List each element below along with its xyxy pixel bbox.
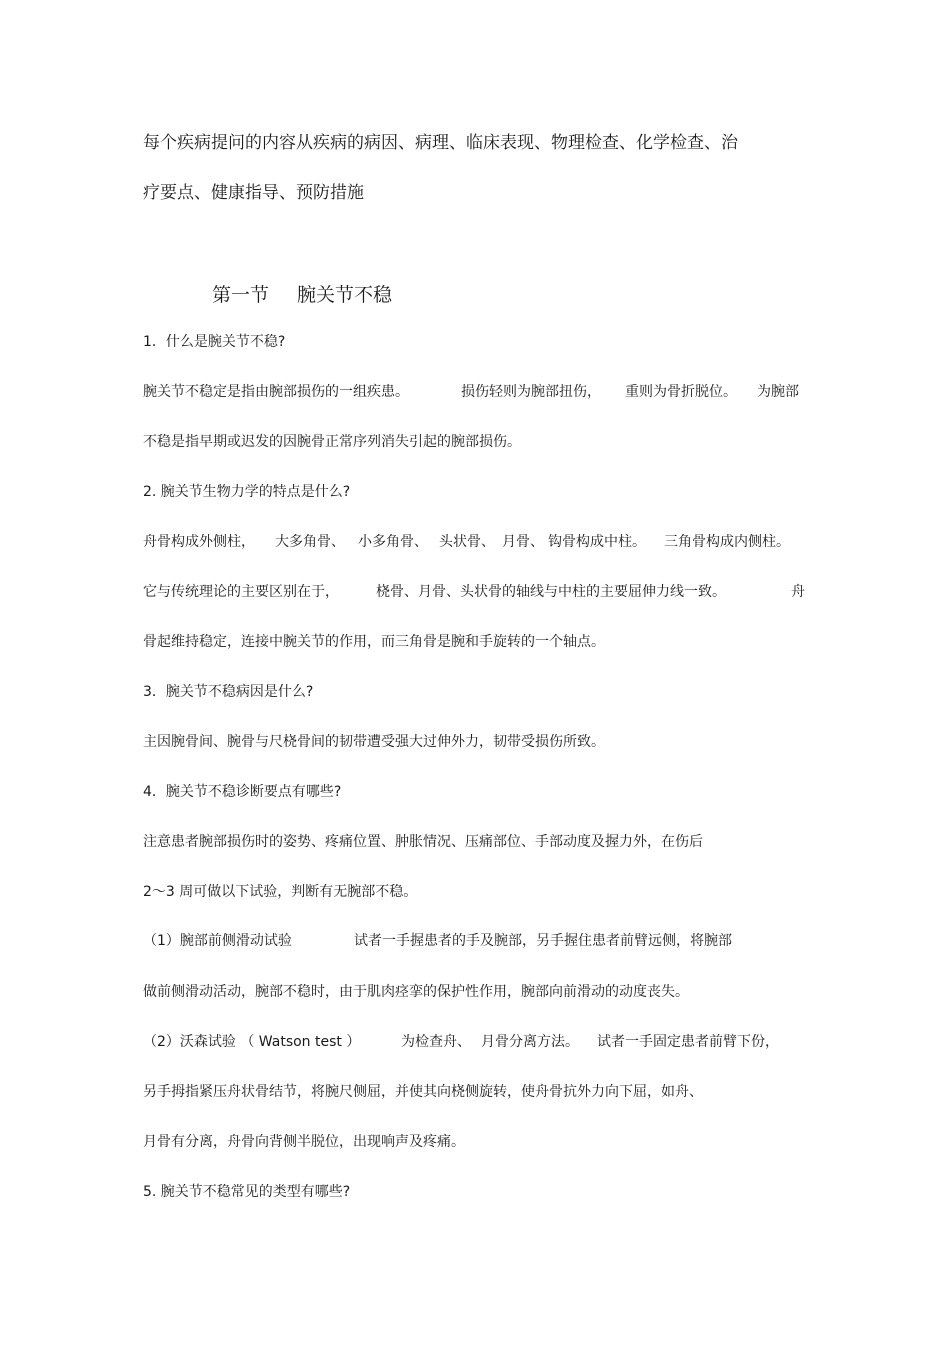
test-2-line-1 (143, 1032, 813, 1052)
test-2-line-2: 另手拇指紧压舟状骨结节，将腕尺侧屈，并使其向桡侧旋转，使舟骨抗外力向下屈，如舟、 (143, 1084, 703, 1100)
answer-2-segment: 三角骨构成内侧柱。 (664, 534, 790, 550)
answer-4-line-2: 2～3 周可做以下试验，判断有无腕部不稳。 (143, 884, 418, 900)
test-2-name: （2）沃森试验 （ Watson test ） (143, 1034, 361, 1050)
answer-2-segment: 小多角骨、 (358, 534, 428, 550)
answer-1-segment: 为腕部 (757, 384, 799, 400)
test-2-segment: 为检查舟、 (401, 1034, 471, 1050)
test-1-description: 试者一手握患者的手及腕部，另手握住患者前臂远侧，将腕部 (354, 933, 732, 949)
intro-line-2: 疗要点、健康指导、预防措施 (143, 183, 364, 203)
section-heading (212, 282, 392, 308)
question-5: 5. 腕关节不稳常见的类型有哪些? (143, 1184, 351, 1200)
section-title: 腕关节不稳 (297, 284, 393, 306)
test-1-line-2: 做前侧滑动活动，腕部不稳时，由于肌肉痉挛的保护性作用，腕部向前滑动的动度丧失。 (143, 984, 689, 1000)
answer-2-segment: 舟骨构成外侧柱， (143, 534, 255, 550)
intro-line-1: 每个疾病提问的内容从疾病的病因、病理、临床表现、物理检查、化学检查、治 (143, 133, 738, 153)
answer-2-segment: 大多角骨、 (275, 534, 345, 550)
answer-3-line-1: 主因腕骨间、腕骨与尺桡骨间的韧带遭受强大过伸外力，韧带受损伤所致。 (143, 734, 605, 750)
answer-2-segment: 它与传统理论的主要区别在于， (143, 584, 339, 600)
question-1: 1．什么是腕关节不稳? (143, 334, 286, 350)
answer-1-segment: 重则为骨折脱位。 (625, 384, 737, 400)
answer-1-line-1 (143, 382, 813, 402)
section-number: 第一节 (212, 284, 270, 306)
question-4: 4．腕关节不稳诊断要点有哪些? (143, 784, 342, 800)
answer-2-segment: 头状骨、 (439, 534, 495, 550)
test-2-line-3: 月骨有分离，舟骨向背侧半脱位，出现响声及疼痛。 (143, 1134, 465, 1150)
answer-1-segment: 损伤轻则为腕部扭伤， (461, 384, 601, 400)
answer-2-segment: 舟 (791, 584, 805, 600)
test-1-line-1 (143, 931, 813, 951)
answer-2-line-3: 骨起维持稳定，连接中腕关节的作用，而三角骨是腕和手旋转的一个轴点。 (143, 634, 605, 650)
test-2-segment: 试者一手固定患者前臂下份， (597, 1034, 779, 1050)
question-2: 2. 腕关节生物力学的特点是什么? (143, 484, 351, 500)
test-1-name: （1）腕部前侧滑动试验 (143, 933, 292, 949)
answer-4-line-1: 注意患者腕部损伤时的姿势、疼痛位置、肿胀情况、压痛部位、手部动度及握力外，在伤后 (143, 834, 703, 850)
answer-1-segment: 腕关节不稳定是指由腕部损伤的一组疾患。 (143, 384, 409, 400)
answer-2-line-2 (143, 582, 813, 602)
answer-2-segment: 月骨、 (502, 534, 544, 550)
answer-2-segment: 钩骨构成中柱。 (548, 534, 646, 550)
answer-1-line-2: 不稳是指早期或迟发的因腕骨正常序列消失引起的腕部损伤。 (143, 434, 521, 450)
answer-2-segment: 桡骨、月骨、头状骨的轴线与中柱的主要屈伸力线一致。 (376, 584, 726, 600)
answer-2-line-1 (143, 532, 813, 552)
test-2-segment: 月骨分离方法。 (481, 1034, 579, 1050)
question-3: 3．腕关节不稳病因是什么? (143, 684, 314, 700)
